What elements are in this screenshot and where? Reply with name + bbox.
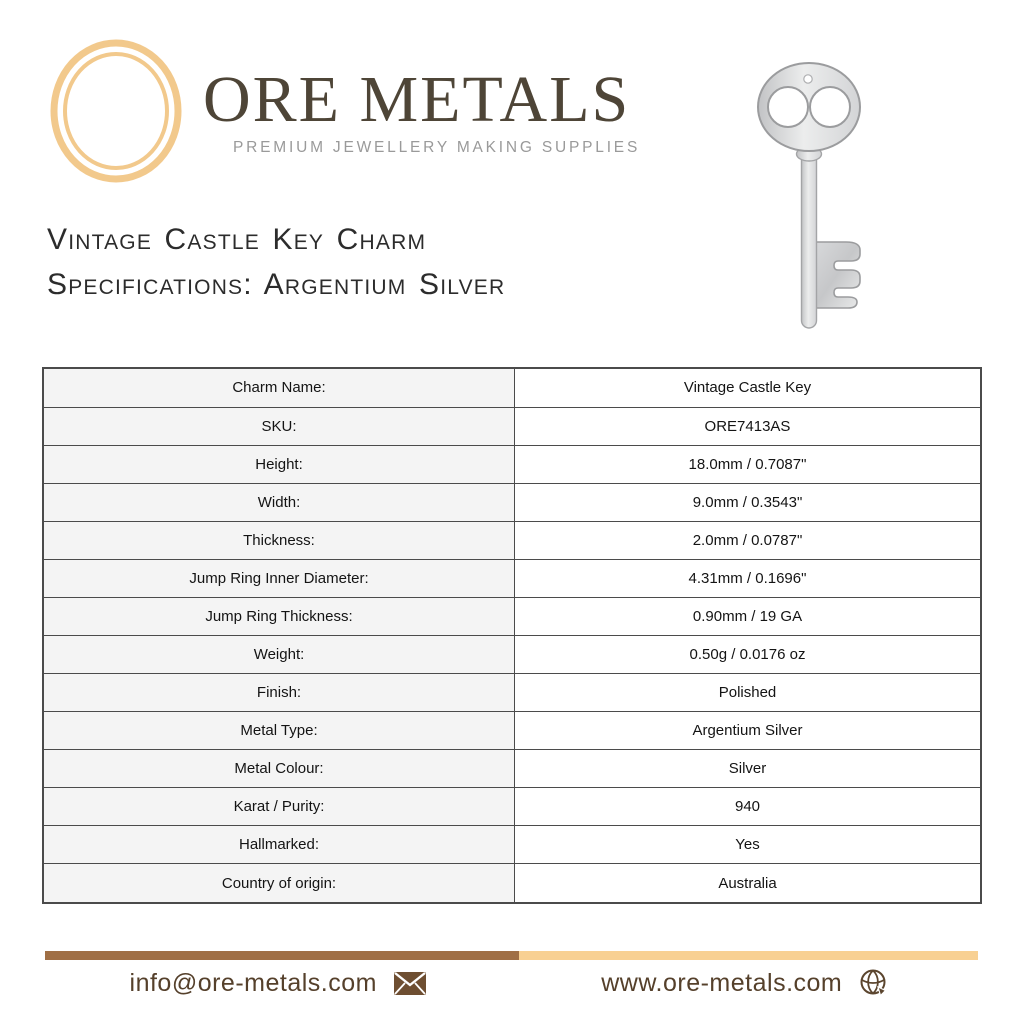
spec-value: Yes bbox=[515, 826, 982, 864]
spec-label: Width: bbox=[43, 483, 515, 521]
spec-value: 18.0mm / 0.7087" bbox=[515, 445, 982, 483]
table-row bbox=[43, 826, 981, 864]
spec-value: Australia bbox=[515, 864, 982, 903]
spec-label: Hallmarked: bbox=[43, 826, 515, 864]
table-row bbox=[43, 483, 981, 521]
footer bbox=[45, 962, 978, 1004]
spec-value: Argentium Silver bbox=[515, 712, 982, 750]
key-shaft bbox=[802, 146, 817, 328]
divider-gold-segment bbox=[519, 951, 978, 960]
table-row bbox=[43, 788, 981, 826]
spec-value: 0.50g / 0.0176 oz bbox=[515, 635, 982, 673]
table-row bbox=[43, 712, 981, 750]
product-title: Vintage Castle Key Charm bbox=[47, 223, 427, 256]
spec-table bbox=[42, 367, 982, 904]
table-row bbox=[43, 445, 981, 483]
envelope-icon bbox=[393, 971, 427, 996]
spec-label: Height: bbox=[43, 445, 515, 483]
footer-website: www.ore-metals.com bbox=[601, 968, 843, 997]
divider-brown-segment bbox=[45, 951, 519, 960]
spec-value: Silver bbox=[515, 750, 982, 788]
spec-label: Metal Colour: bbox=[43, 750, 515, 788]
spec-value: 9.0mm / 0.3543" bbox=[515, 483, 982, 521]
spec-label: Karat / Purity: bbox=[43, 788, 515, 826]
table-row bbox=[43, 597, 981, 635]
key-bit bbox=[814, 242, 860, 308]
key-top-hole bbox=[804, 75, 812, 83]
footer-divider bbox=[45, 951, 978, 960]
product-image-key-charm bbox=[748, 48, 872, 336]
title-block bbox=[47, 224, 505, 314]
spec-label: Jump Ring Thickness: bbox=[43, 597, 515, 635]
spec-label: Country of origin: bbox=[43, 864, 515, 903]
spec-value: 940 bbox=[515, 788, 982, 826]
spec-label: Finish: bbox=[43, 674, 515, 712]
spec-value: ORE7413AS bbox=[515, 407, 982, 445]
table-row bbox=[43, 750, 981, 788]
spec-value: Polished bbox=[515, 674, 982, 712]
spec-value: 4.31mm / 0.1696" bbox=[515, 559, 982, 597]
brand-tagline: PREMIUM JEWELLERY MAKING SUPPLIES bbox=[233, 139, 641, 156]
spec-value: 0.90mm / 19 GA bbox=[515, 597, 982, 635]
brand-name: ORE METALS bbox=[203, 63, 631, 136]
table-row bbox=[43, 559, 981, 597]
spec-value: Vintage Castle Key bbox=[515, 368, 982, 407]
spec-label: Charm Name: bbox=[43, 368, 515, 407]
footer-website-group bbox=[512, 968, 979, 998]
globe-icon bbox=[858, 968, 888, 998]
table-row bbox=[43, 521, 981, 559]
brand-double-ring-icon bbox=[48, 38, 184, 184]
spec-label: Weight: bbox=[43, 635, 515, 673]
footer-email-group bbox=[45, 969, 512, 998]
table-row bbox=[43, 674, 981, 712]
spec-label: Metal Type: bbox=[43, 712, 515, 750]
table-row bbox=[43, 407, 981, 445]
spec-label: SKU: bbox=[43, 407, 515, 445]
spec-label: Thickness: bbox=[43, 521, 515, 559]
footer-email: info@ore-metals.com bbox=[129, 968, 377, 997]
table-row bbox=[43, 368, 981, 407]
product-subtitle: Specifications: Argentium Silver bbox=[47, 268, 506, 301]
spec-label: Jump Ring Inner Diameter: bbox=[43, 559, 515, 597]
spec-value: 2.0mm / 0.0787" bbox=[515, 521, 982, 559]
table-row bbox=[43, 864, 981, 903]
table-row bbox=[43, 635, 981, 673]
